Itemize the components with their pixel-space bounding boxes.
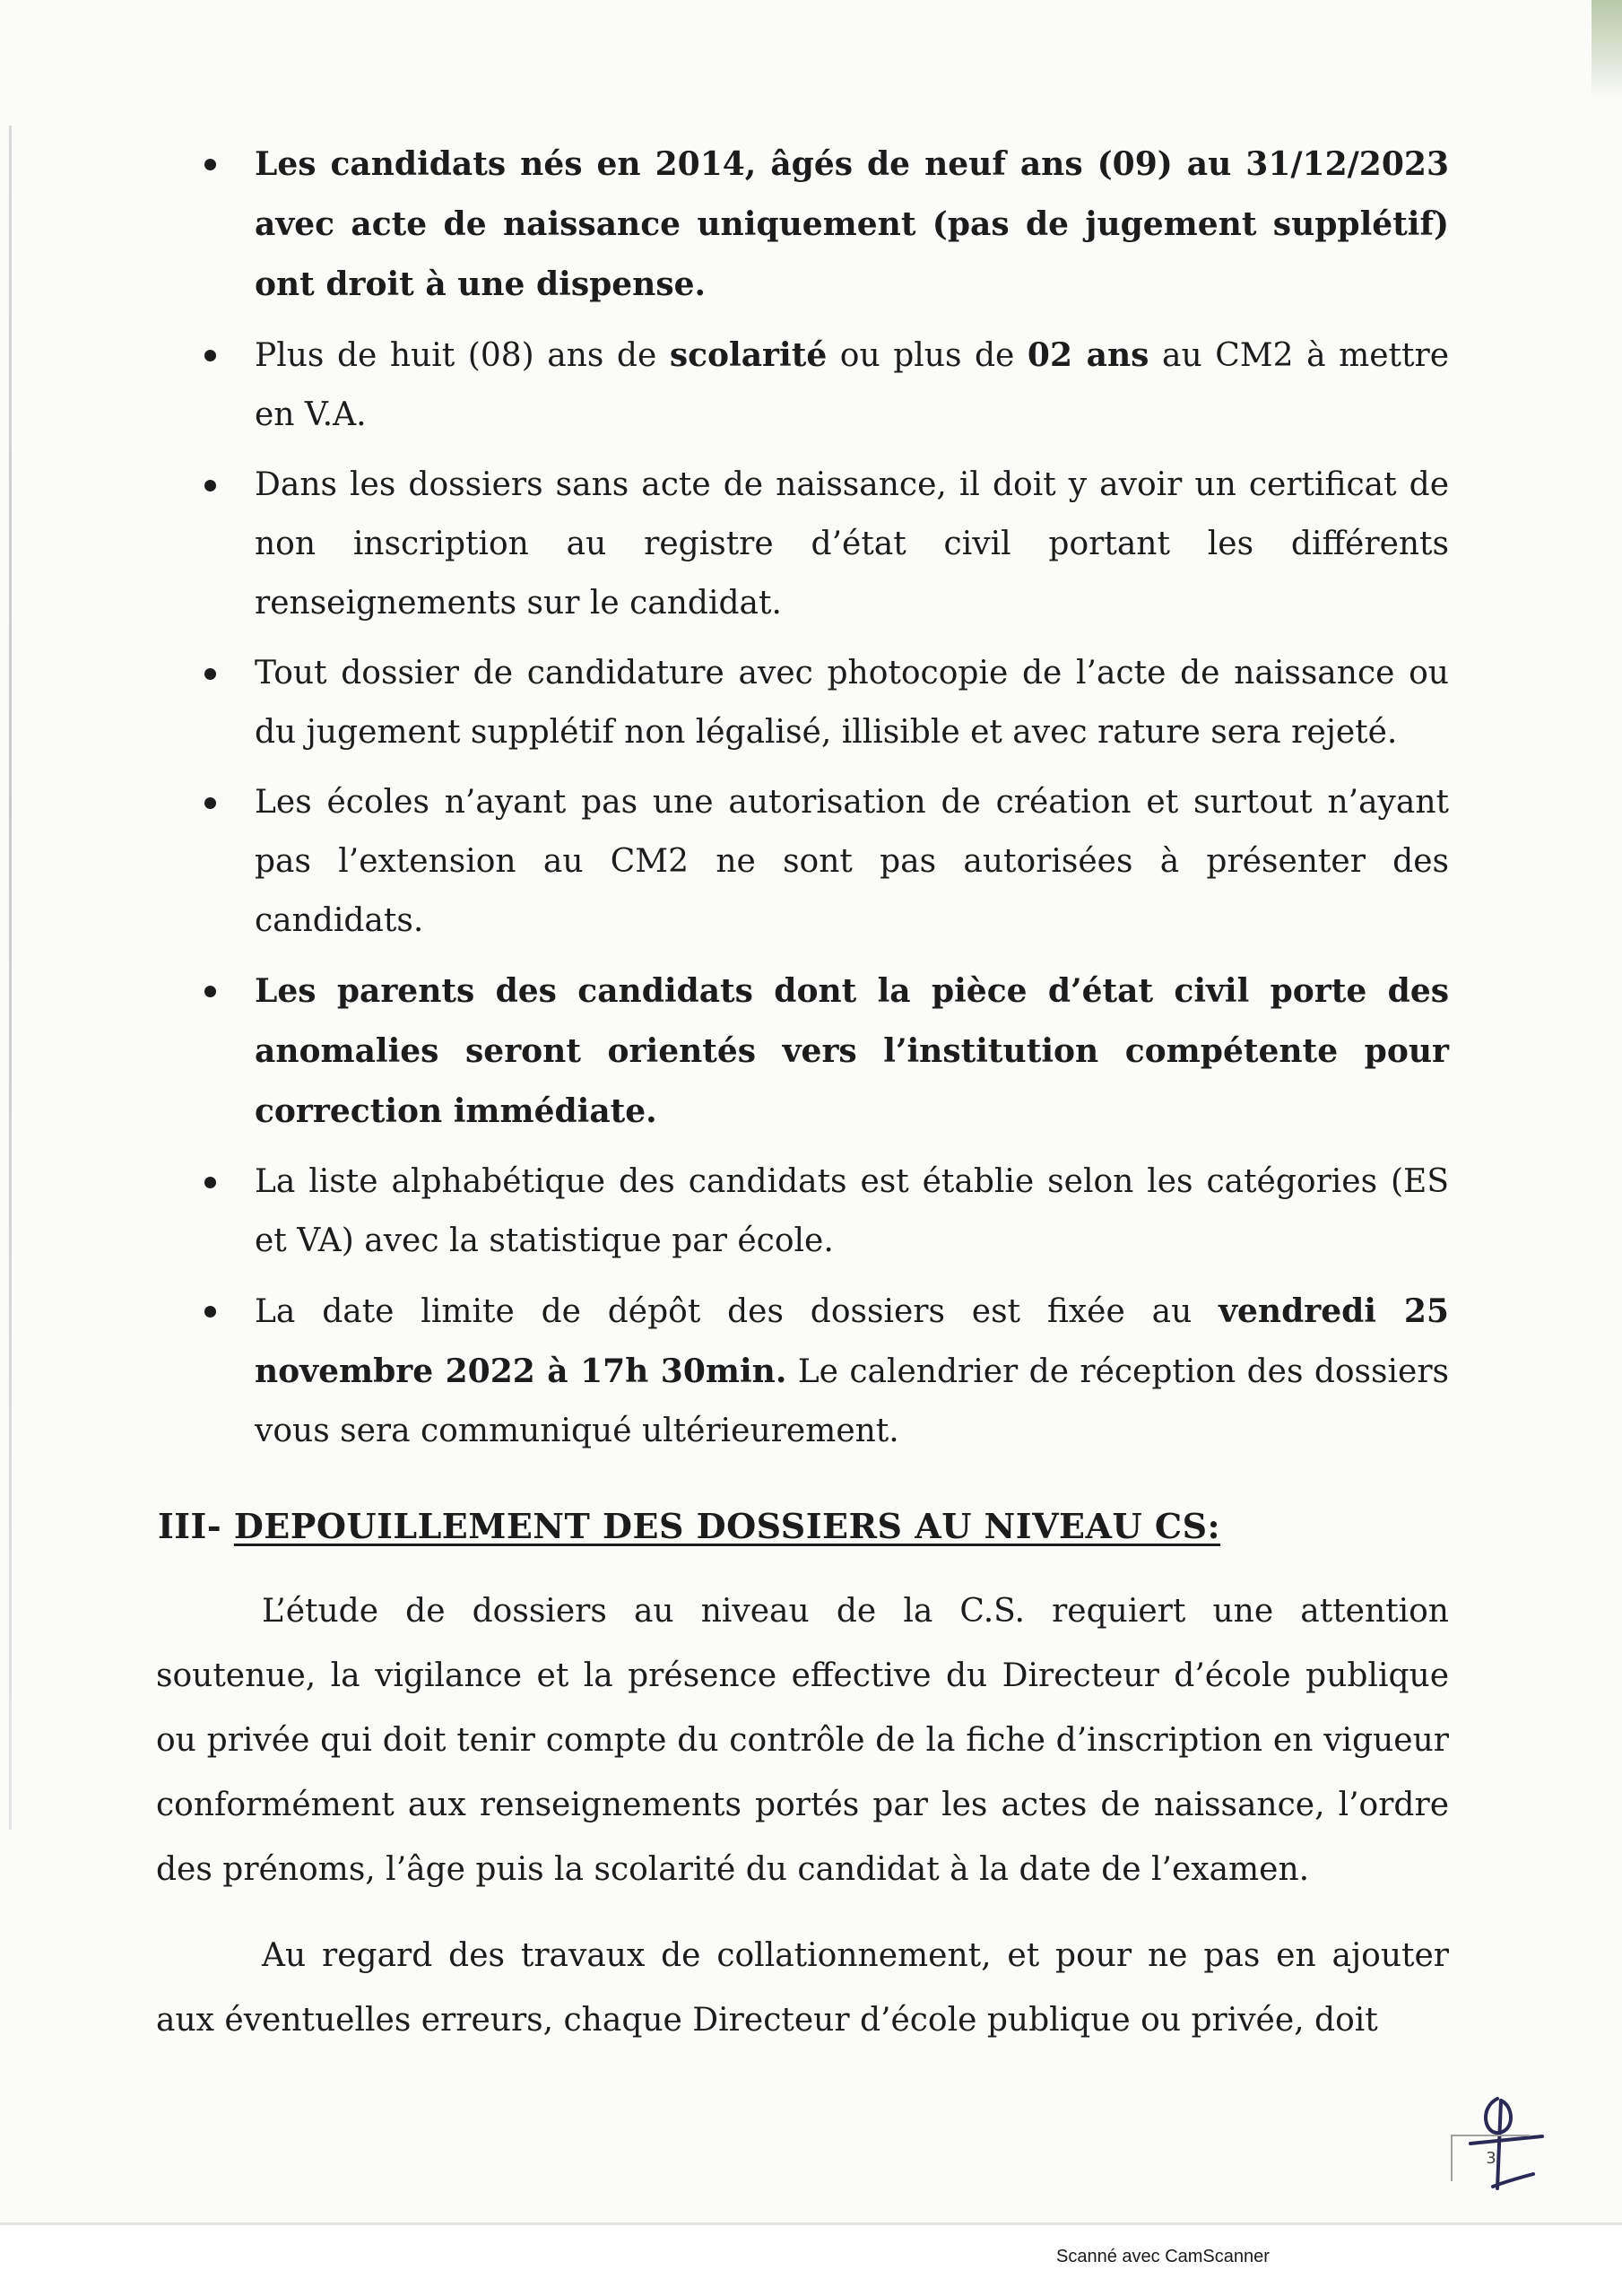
- list-item: [158, 135, 1449, 315]
- list-item: [158, 1152, 1449, 1271]
- list-item: [158, 326, 1449, 445]
- text: La liste alphabétique des candidats est établie selon les catégories (ES et VA) avec la statistique par école.: [255, 1163, 1449, 1259]
- bullet-dot-icon: [204, 668, 216, 680]
- page-edge-shadow: [9, 126, 12, 1830]
- bullet-dot-icon: [204, 480, 216, 491]
- list-item-text: [255, 456, 1449, 633]
- bold-text: vendredi 25 novembre 2022 à 17h 30min.: [255, 1292, 1449, 1390]
- section-title: DEPOUILLEMENT DES DOSSIERS AU NIVEAU CS:: [233, 1506, 1221, 1546]
- bullet-dot-icon: [204, 350, 216, 361]
- bullet-dot-icon: [204, 986, 216, 997]
- list-item: [158, 456, 1449, 633]
- document-body: [158, 135, 1449, 2074]
- bullet-dot-icon: [204, 159, 216, 170]
- text: au CM2 à mettre en V.A.: [255, 337, 1450, 433]
- text: Les écoles n’ayant pas une autorisation de création et surtout n’ayant pas l’extension au CM2 ne sont pas autorisées à présenter des candidats.: [255, 784, 1449, 939]
- bullet-dot-icon: [204, 1306, 216, 1318]
- list-item-text: [255, 773, 1449, 951]
- paragraph: L’étude de dossiers au niveau de la C.S. requiert une attention soutenue, la vigilance et la présence effective du Directeur d’école publique ou privée qui doit tenir compte du contrôle de la fiche d’inscription en vigueur conformément aux renseignements portés par les actes de naissance, l’ordre des prénoms, l’âge puis la scolarité du candidat à la date de l’examen.: [156, 1593, 1449, 1888]
- bold-text: scolarité: [669, 336, 828, 374]
- text: ou plus de: [827, 337, 1028, 374]
- list-item-text: [255, 644, 1449, 762]
- paragraph: Au regard des travaux de collationnement, et pour ne pas en ajouter aux éventuelles erreurs, chaque Directeur d’école publique ou privée, doit: [156, 1937, 1449, 2039]
- text: Dans les dossiers sans acte de naissance, il doit y avoir un certificat de non inscription au registre d’état civil portant les différents renseignements sur le candidat.: [255, 466, 1449, 622]
- corner-scan-artifact: [1592, 0, 1622, 99]
- bold-text: 02 ans: [1027, 336, 1149, 374]
- bullet-dot-icon: [204, 1177, 216, 1188]
- list-item: [158, 961, 1449, 1142]
- text: Tout dossier de candidature avec photocopie de l’acte de naissance ou du jugement supplétif non légalisé, illisible et avec rature sera rejeté.: [255, 655, 1449, 751]
- scanner-watermark: Scanné avec CamScanner: [1056, 2247, 1270, 2266]
- list-item-text: [255, 135, 1449, 315]
- page-number: 3: [1451, 2135, 1530, 2181]
- list-item-text: [255, 1282, 1449, 1461]
- bullet-dot-icon: [204, 797, 216, 809]
- bold-text: Les parents des candidats dont la pièce d’état civil porte des anomalies seront orientés vers l’institution compétente pour correction immédiate.: [255, 972, 1449, 1130]
- list-item: [158, 644, 1449, 762]
- text: Le calendrier de réception des dossiers vous sera communiqué ultérieurement.: [255, 1353, 1449, 1449]
- list-item-text: [255, 1152, 1449, 1271]
- requirements-list: [158, 135, 1449, 1461]
- text: La date limite de dépôt des dossiers est fixée au: [255, 1293, 1219, 1330]
- section-heading: [158, 1497, 1449, 1556]
- list-item-text: [255, 326, 1449, 445]
- text: Plus de huit (08) ans de: [255, 337, 670, 374]
- list-item-text: [255, 961, 1449, 1142]
- list-item: [158, 773, 1449, 951]
- bold-text: Les candidats nés en 2014, âgés de neuf ans (09) au 31/12/2023 avec acte de naissance uniquement (pas de jugement supplétif) ont droit à une dispense.: [255, 145, 1449, 303]
- list-item: [158, 1282, 1449, 1461]
- section-number: III-: [158, 1506, 222, 1546]
